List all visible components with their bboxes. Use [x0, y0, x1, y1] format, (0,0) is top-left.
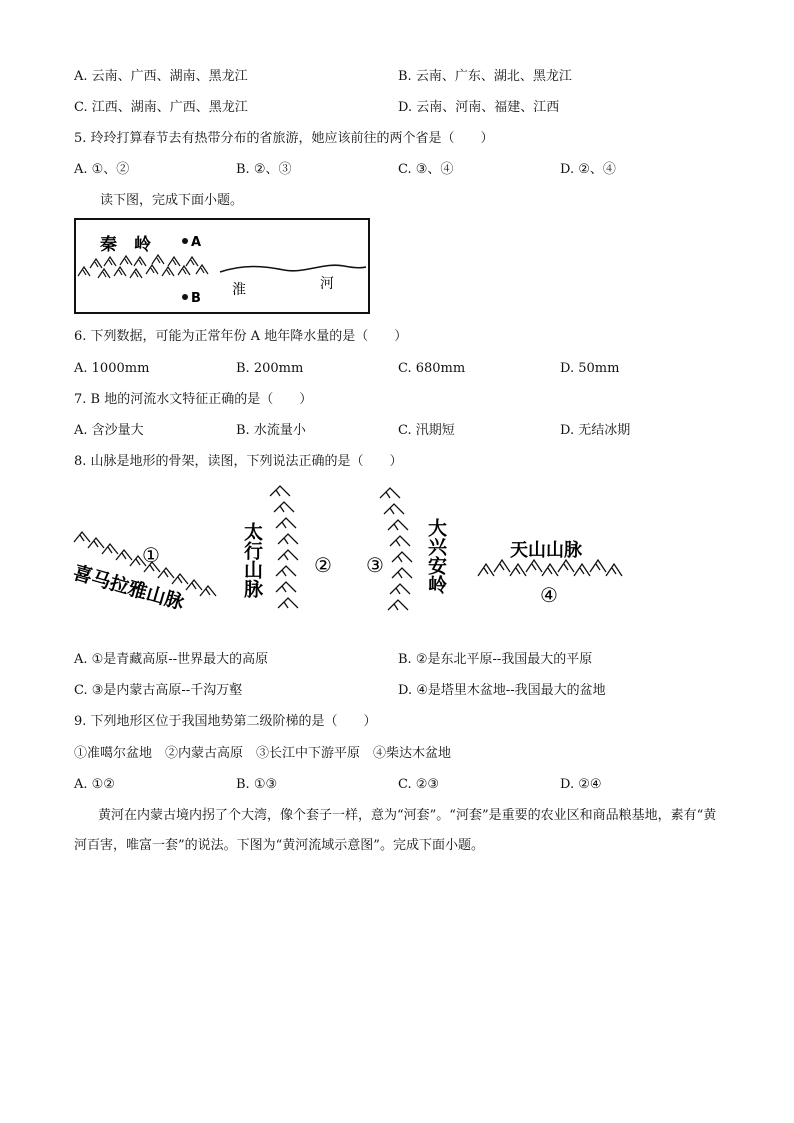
q7-stem: 7. B 地的河流水文特征正确的是（ ） — [74, 392, 313, 407]
q8-option-b: B. ②是东北平原--我国最大的平原 — [398, 652, 593, 667]
tianshan-label: 天山山脉 — [510, 540, 582, 561]
q9-option-b: B. ①③ — [236, 777, 278, 792]
m1-number: ① — [142, 543, 160, 567]
q8-option-d: D. ④是塔里木盆地--我国最大的盆地 — [398, 683, 606, 698]
q6-option-a: A. 1000mm — [74, 361, 150, 376]
huai-label: 淮 — [232, 282, 246, 298]
he-label: 河 — [320, 276, 334, 292]
hetao-paragraph: 黄河在内蒙古境内拐了个大湾，像个套子一样，意为“河套”。“河套”是重要的农业区和商品粮基地，素有“黄河百害，唯富一套”的说法。下图为“黄河流域示意图”。完成下面小题。 — [74, 808, 717, 853]
q5-stem: 5. 玲玲打算春节去有热带分布的省旅游，她应该前往的两个省是（ ） — [74, 131, 494, 146]
tianshan-mountain-icon — [478, 560, 622, 576]
q9-stem: 9. 下列地形区位于我国地势第二级阶梯的是（ ） — [74, 714, 377, 729]
q9-option-a: A. ①② — [74, 777, 115, 792]
m4-number: ④ — [540, 583, 558, 607]
m3-number: ③ — [366, 553, 384, 577]
point-b-label: B — [191, 291, 201, 306]
q4-option-d: D. 云南、河南、福建、江西 — [398, 100, 560, 115]
himalaya-label: 喜马拉雅山脉 — [70, 561, 187, 615]
q7-option-c: C. 汛期短 — [398, 423, 455, 438]
q6-option-c: C. 680mm — [398, 361, 466, 376]
q9-items: ①准噶尔盆地 ②内蒙古高原 ③长江中下游平原 ④柴达木盆地 — [74, 746, 452, 761]
q9-option-c: C. ②③ — [398, 777, 440, 792]
daxinganling-mountain-icon — [380, 488, 412, 610]
q5-option-a: A. ①、② — [74, 162, 130, 177]
intro-read-figure: 读下图，完成下面小题。 — [100, 193, 244, 208]
q6-option-d: D. 50mm — [560, 361, 620, 376]
mountain-ranges-figure — [70, 482, 630, 634]
q6-option-b: B. 200mm — [236, 361, 304, 376]
m2-number: ② — [314, 553, 332, 577]
q8-option-c: C. ③是内蒙古高原--千沟万壑 — [74, 683, 243, 698]
q5-option-c: C. ③、④ — [398, 162, 454, 177]
q8-option-a: A. ①是青藏高原--世界最大的高原 — [74, 652, 269, 667]
qinling-huaihe-figure — [74, 218, 370, 314]
q7-option-d: D. 无结冰期 — [560, 423, 631, 438]
point-b-marker — [182, 294, 188, 300]
q6-stem: 6. 下列数据，可能为正常年份 A 地年降水量的是（ ） — [74, 329, 408, 344]
q7-option-a: A. 含沙量大 — [74, 423, 144, 438]
q4-option-b: B. 云南、广东、湖北、黑龙江 — [398, 69, 572, 84]
q5-option-b: B. ②、③ — [236, 162, 292, 177]
daxinganling-label: 大兴安岭 — [425, 518, 447, 594]
q4-option-c: C. 江西、湖南、广西、黑龙江 — [74, 100, 248, 115]
q9-option-d: D. ②④ — [560, 777, 602, 792]
q7-option-b: B. 水流量小 — [236, 423, 306, 438]
point-a-marker — [182, 238, 188, 244]
point-a-label: A — [191, 235, 202, 250]
qinling-label: 秦 岭 — [100, 235, 151, 255]
q4-option-a: A. 云南、广西、湖南、黑龙江 — [74, 69, 248, 84]
q5-option-d: D. ②、④ — [560, 162, 616, 177]
taihang-mountain-icon — [270, 486, 298, 608]
taihang-label: 太行山脉 — [241, 522, 263, 598]
q8-stem: 8. 山脉是地形的骨架，读图，下列说法正确的是（ ） — [74, 454, 403, 469]
